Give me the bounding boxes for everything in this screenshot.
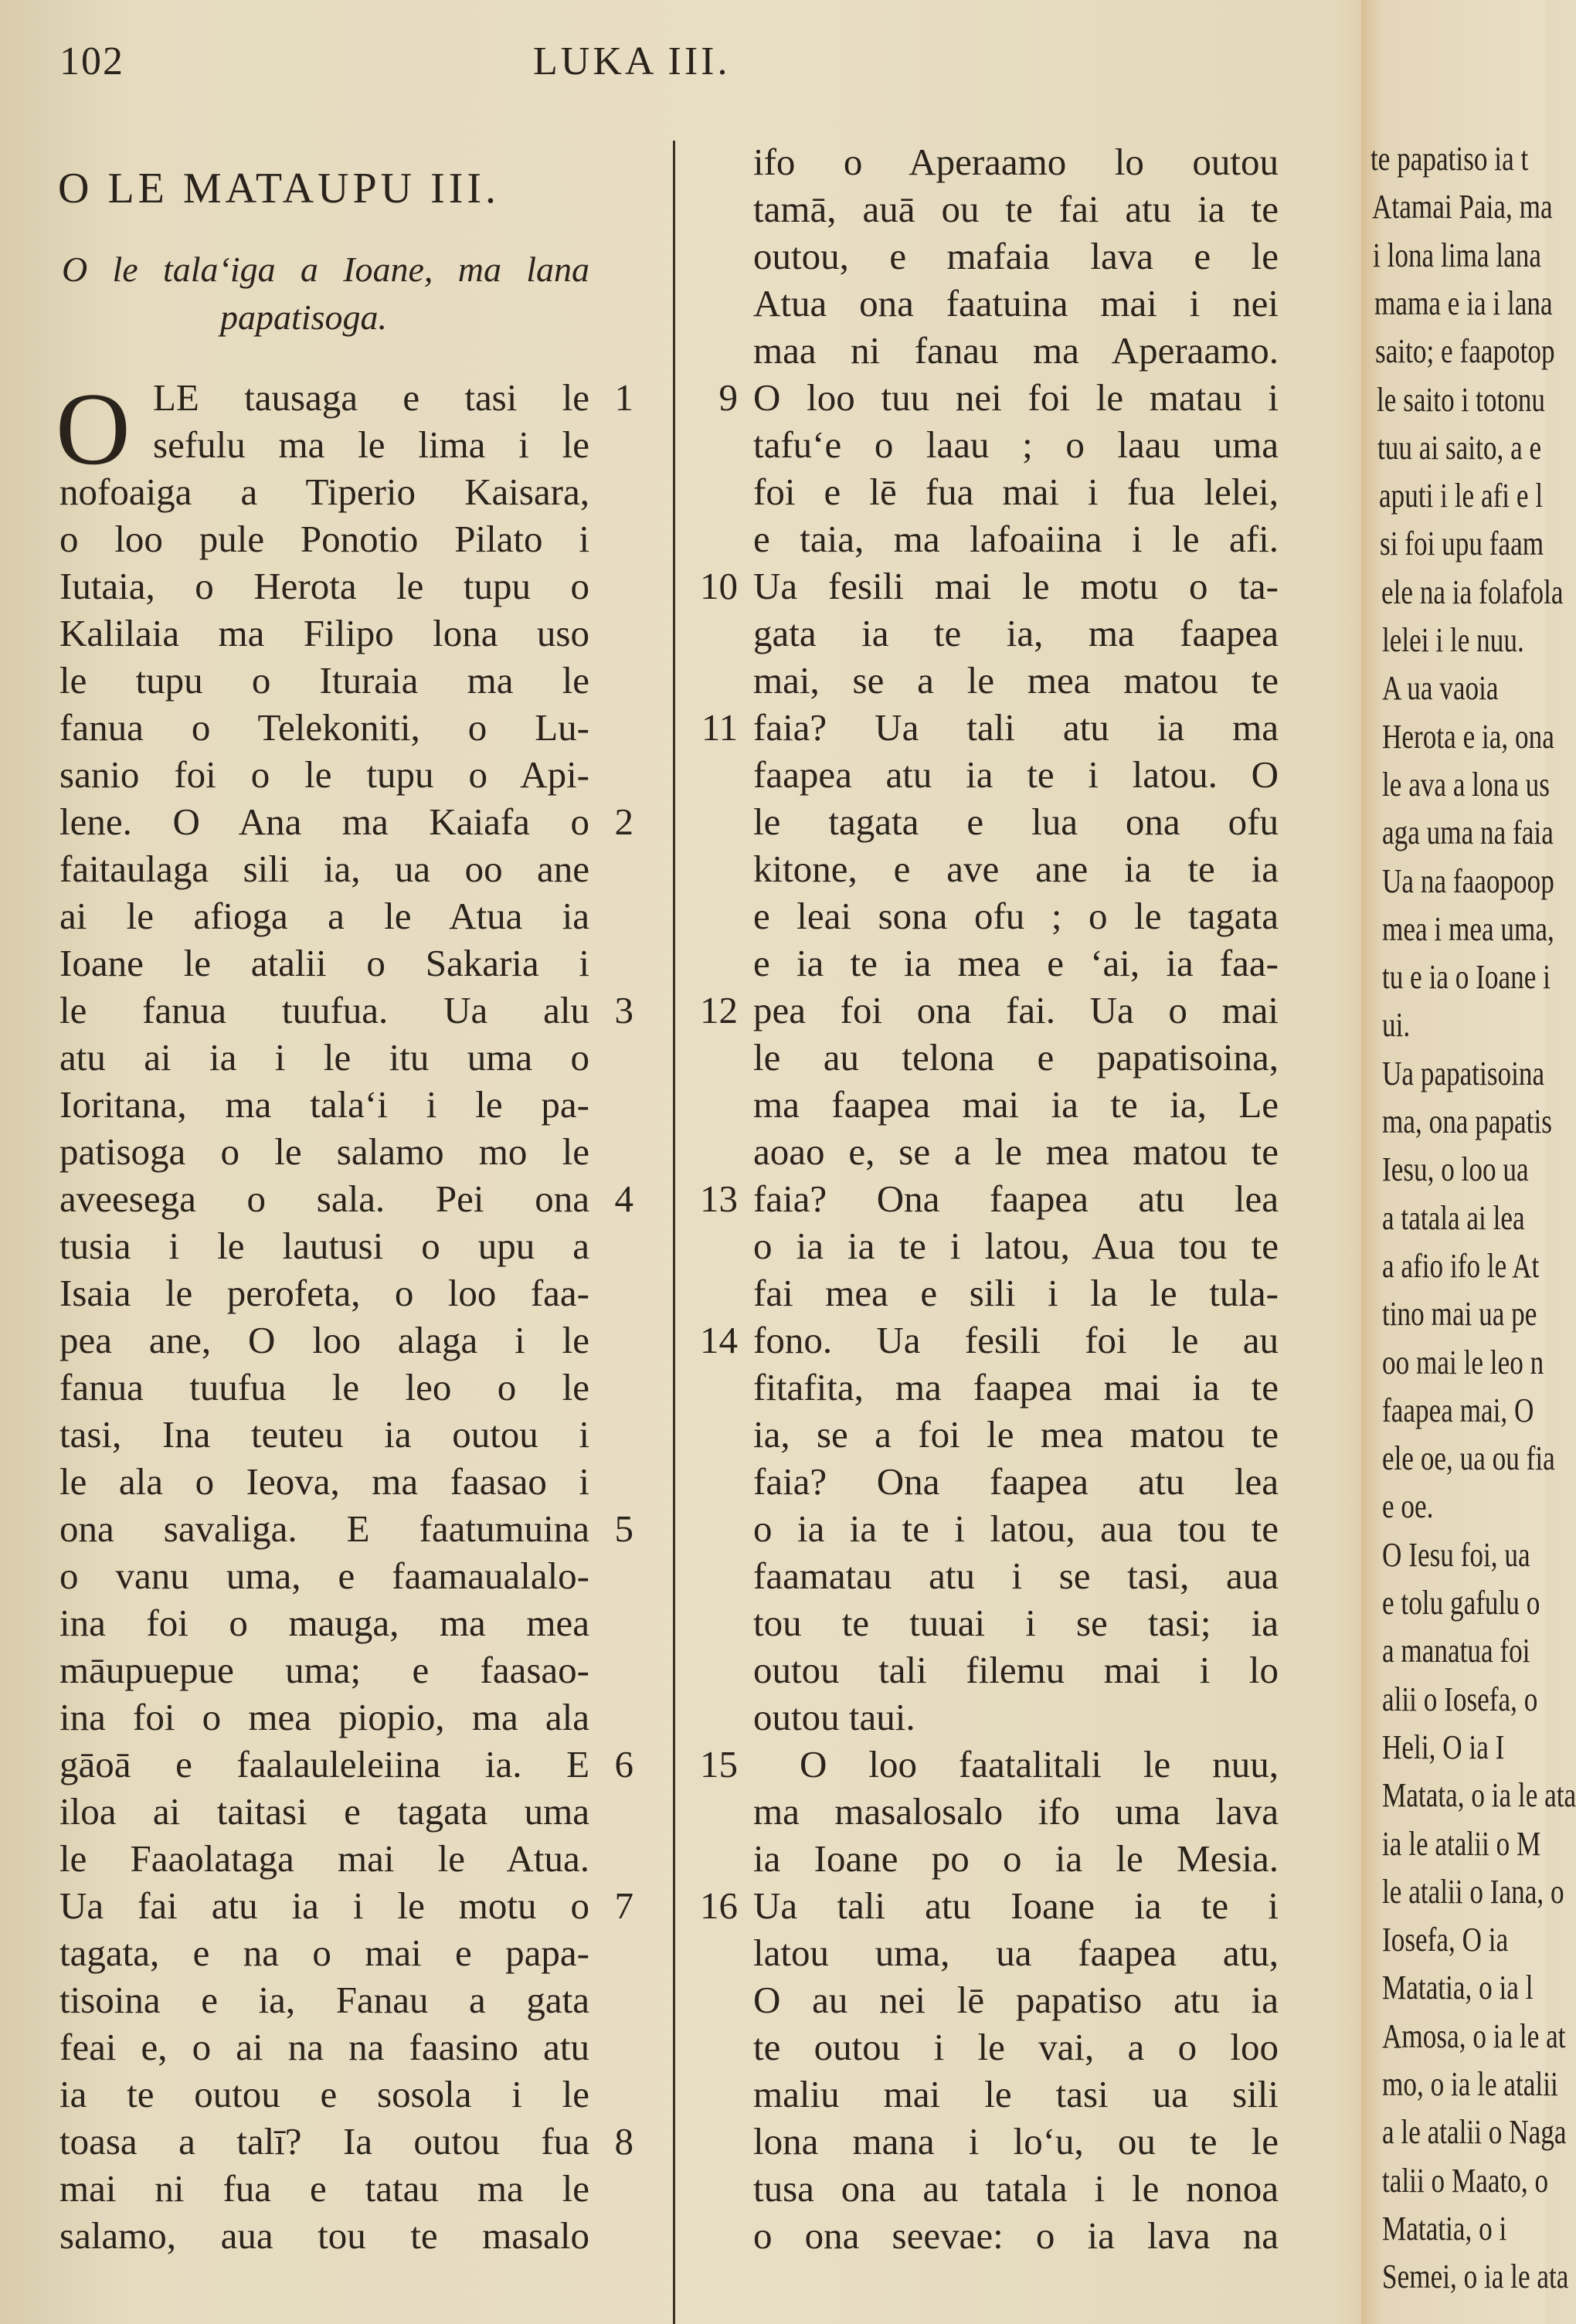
text-line: tagata, e na o mai e papa- [59,1932,589,1974]
next-page-text-fragment: Amosa, o ia le at [1382,2017,1566,2055]
next-page-text-fragment: le ava a lona us [1382,765,1550,804]
verse-number: 4 [614,1177,633,1220]
text-line: tafu‘e o laau ; o laau uma [753,423,1279,466]
text-line: le ala o Ieova, ma faasao i [59,1460,589,1503]
text-line: sefulu ma le lima i le [153,423,589,466]
text-line: pea ane, O loo alaga i le [59,1319,589,1361]
text-line: le tupu o Ituraia ma le [59,659,589,702]
next-page-text-fragment: a tatala ai lea [1382,1198,1525,1237]
text-line: iloa ai taitasi e tagata uma [59,1790,589,1833]
next-page-text-fragment: Iosefa, O ia [1382,1921,1509,1959]
verse-number: 14 [700,1319,738,1361]
next-page-text-fragment: Herota e ia, ona [1382,717,1554,756]
next-page-text-fragment: e tolu gafulu o [1382,1584,1540,1622]
text-line: patisoga o le salamo mo le [59,1130,589,1173]
text-line: tusa ona au tatala i le nonoa [753,2167,1279,2210]
next-page-text-fragment: faapea mai, O [1382,1391,1534,1429]
verse-number: 5 [614,1507,633,1550]
text-line: o ona seevae: o ia lava na [753,2214,1279,2257]
text-line: gāoā e faalauleleiina ia. E [59,1743,589,1785]
text-line: ai le afioga a le Atua ia [59,895,589,937]
next-page-text-fragment: aputi i le afi e l [1378,477,1543,515]
next-page-text-fragment: Matatia, o ia l [1382,1969,1534,2007]
verse-number: 2 [614,800,633,843]
text-line: atu ai ia i le itu uma o [59,1036,589,1079]
text-line: ifo o Aperaamo lo outou [753,141,1279,183]
text-line: Ua tali atu Ioane ia te i [753,1884,1279,1927]
text-line: māupuepue uma; e faasao- [59,1649,589,1691]
next-page-text-fragment: tuu ai saito, a e [1377,428,1542,467]
verse-number: 3 [614,989,633,1031]
text-line: fitafita, ma faapea mai ia te [753,1366,1279,1408]
text-line: tasi, Ina teuteu ia outou i [59,1413,589,1456]
chapter-summary: O le tala‘iga a Ioane, ma lana [62,250,589,289]
text-line: salamo, aua tou te masalo [59,2214,589,2257]
text-line: aoao e, se a le mea matou te [753,1130,1279,1173]
text-line: le fanua tuufua. Ua alu [59,989,589,1031]
text-line: o vanu uma, e faamaualalo- [59,1554,589,1597]
next-page-text-fragment: ele na ia folafola [1381,573,1564,611]
next-page-text-fragment: ia le atalii o M [1382,1824,1541,1863]
next-page-text-fragment: Atamai Paia, ma [1371,188,1553,226]
text-line: gata ia te ia, ma faapea [753,612,1279,654]
verse-number: 1 [614,376,633,419]
verse-number: 11 [701,706,738,749]
next-page-text-fragment: aga uma na faia [1382,814,1554,852]
text-line: e taia, ma lafoaiina i le afi. [753,518,1279,560]
text-line: aveesega o sala. Pei ona [59,1177,589,1220]
text-line: sanio foi o le tupu o Api- [59,753,589,796]
next-page-text-fragment: O Iesu foi, ua [1382,1535,1530,1574]
verse-number: 16 [700,1884,738,1927]
text-line: le au telona e papatisoina, [753,1036,1279,1079]
next-page-text-fragment: mea i mea uma, [1382,909,1554,948]
next-page-text-fragment: si foi upu faam [1380,525,1544,563]
text-line: maa ni fanau ma Aperaamo. [753,329,1279,372]
next-page-text-fragment: Heli, O ia I [1382,1728,1505,1766]
text-line: fono. Ua fesili foi le au [753,1319,1279,1361]
text-line: e leai sona ofu ; o le tagata [753,895,1279,937]
next-page-text-fragment: Semei, o ia le ata [1382,2258,1569,2296]
next-page-edge [1361,0,1576,2324]
text-line: nofoaiga a Tiperio Kaisara, [59,471,589,513]
next-page-text-fragment: Matatia, o i [1382,2209,1507,2248]
text-line: o ia ia te i latou, Aua tou te [753,1225,1279,1267]
text-line: Ua fesili mai le motu o ta- [753,565,1279,607]
text-line: ia, se a foi le mea matou te [753,1413,1279,1456]
text-line: Iutaia, o Herota le tupu o [59,565,589,607]
next-page-text-fragment: te papatiso ia t [1371,140,1529,178]
text-line: faia? Ua tali atu ia ma [753,706,1279,749]
text-line: outou taui. [753,1696,915,1738]
next-page-text-fragment: a afio ifo le At [1382,1246,1540,1285]
text-line: O loo tuu nei foi le matau i [753,376,1279,419]
column-divider [673,141,675,2324]
next-page-text-fragment: talii o Maato, o [1382,2161,1549,2200]
next-page-text-fragment: Ua na faaopoop [1382,861,1554,900]
text-line: ona savaliga. E faatumuina [59,1507,589,1550]
text-line: tamā, auā ou te fai atu ia te [753,188,1279,230]
next-page-text-fragment: Matata, o ia le ata [1382,1776,1576,1815]
text-line: faapea atu ia te i latou. O [753,753,1279,796]
text-line: Atua ona faatuina mai i nei [753,282,1279,324]
next-page-text-fragment: tino mai ua pe [1382,1295,1537,1334]
text-line: LE tausaga e tasi le [153,376,589,419]
text-line: Ua fai atu ia i le motu o [59,1884,589,1927]
verse-number: 9 [718,376,738,419]
next-page-text-fragment: lelei i le nuu. [1382,621,1524,659]
text-line: o loo pule Ponotio Pilato i [59,518,589,560]
next-page-text-fragment: mo, o ia le atalii [1382,2065,1558,2103]
text-line: O au nei lē papatiso atu ia [753,1979,1279,2021]
text-line: feai e, o ai na na faasino atu [59,2026,589,2068]
text-line: le tagata e lua ona ofu [753,800,1279,843]
next-page-text-fragment: ma, ona papatis [1382,1103,1552,1140]
next-page-text-fragment: le saito i totonu [1376,380,1545,419]
text-line: mai ni fua e tatau ma le [59,2167,589,2210]
chapter-summary-continued: papatisoga. [220,297,387,337]
text-line: lene. O Ana ma Kaiafa o [59,800,589,843]
chapter-title: O LE MATAUPU III. [58,165,501,212]
text-line: ma masalosalo ifo uma lava [753,1790,1279,1833]
text-line: fanua tuufua le leo o le [59,1366,589,1408]
text-line: faia? Ona faapea atu lea [753,1177,1279,1220]
text-line: o ia ia te i latou, aua tou te [753,1507,1279,1550]
text-line: ia Ioane po o ia le Mesia. [753,1837,1279,1880]
text-line: Ioritana, ma tala‘i i le pa- [59,1083,589,1126]
next-page-text-fragment: saito; e faapotop [1375,332,1555,371]
text-line: outou tali filemu mai i lo [753,1649,1279,1691]
text-line: maliu mai le tasi ua sili [753,2073,1279,2115]
running-head: LUKA III. [533,39,731,83]
next-page-text-fragment: A ua vaoia [1382,669,1499,708]
verse-number: 6 [614,1743,633,1785]
text-line: foi e lē fua mai i fua lelei, [753,471,1279,513]
text-line: pea foi ona fai. Ua o mai [753,989,1279,1031]
text-line: faamatau atu i se tasi, aua [753,1554,1279,1597]
text-line: le Faaolataga mai le Atua. [59,1837,589,1880]
verse-number: 15 [700,1743,738,1785]
verse-number: 8 [614,2120,633,2163]
next-page-text-fragment: le atalii o Iana, o [1382,1872,1564,1911]
next-page-text-fragment: Iesu, o loo ua [1382,1150,1529,1189]
text-line: outou, e mafaia lava e le [753,235,1279,277]
next-page-text-fragment: i lona lima lana [1373,236,1541,274]
next-page-text-fragment: mama e ia i lana [1374,284,1553,322]
text-line: te outou i le vai, a o loo [753,2026,1279,2068]
text-line: tisoina e ia, Fanau a gata [59,1979,589,2021]
page-number: 102 [59,39,124,83]
text-line: ma faapea mai ia te ia, Le [753,1083,1279,1126]
next-page-text-fragment: Ua papatisoina [1382,1054,1545,1092]
text-line: faitaulaga sili ia, ua oo ane [59,848,589,890]
text-line: ia te outou e sosola i le [59,2073,589,2115]
text-line: tou te tuuai i se tasi; ia [753,1602,1279,1644]
next-page-text-fragment: tu e ia o Ioane i [1382,958,1551,997]
next-page-text-fragment: ele oe, ua ou fia [1382,1439,1555,1478]
text-line: Ioane le atalii o Sakaria i [59,942,589,984]
verse-number: 12 [700,989,738,1031]
text-line: ina foi o mea piopio, ma ala [59,1696,589,1738]
text-line: tusia i le lautusi o upu a [59,1225,589,1267]
next-page-text-fragment: oo mai le leo n [1382,1343,1544,1381]
text-line: Isaia le perofeta, o loo faa- [59,1272,589,1314]
text-line: fai mea e sili i la le tula- [753,1272,1279,1314]
verse-number: 10 [700,565,738,607]
text-line: faia? Ona faapea atu lea [753,1460,1279,1503]
text-line: e ia te ia mea e ‘ai, ia faa- [753,942,1279,984]
drop-cap: O [56,372,131,486]
next-page-text-fragment: alii o Iosefa, o [1382,1680,1538,1718]
next-page-text-fragment: ui. [1382,1006,1411,1045]
text-line: fanua o Telekoniti, o Lu- [59,706,589,749]
verse-number: 13 [700,1177,738,1220]
text-line: Kalilaia ma Filipo lona uso [59,612,589,654]
next-page-text-fragment: e oe. [1382,1487,1434,1526]
verse-number: 7 [614,1884,633,1927]
next-page-text-fragment: a manatua foi [1382,1632,1530,1670]
next-page-text-fragment: a le atalii o Naga [1382,2113,1567,2152]
text-line: ina foi o mauga, ma mea [59,1602,589,1644]
text-line: mai, se a le mea matou te [753,659,1279,702]
text-line: kitone, e ave ane ia te ia [753,848,1279,890]
text-line: latou uma, ua faapea atu, [753,1932,1279,1974]
text-line: O loo faatalitali le nuu, [800,1743,1279,1785]
text-line: toasa a talī? Ia outou fua [59,2120,589,2163]
text-line: lona mana i lo‘u, ou te le [753,2120,1279,2163]
